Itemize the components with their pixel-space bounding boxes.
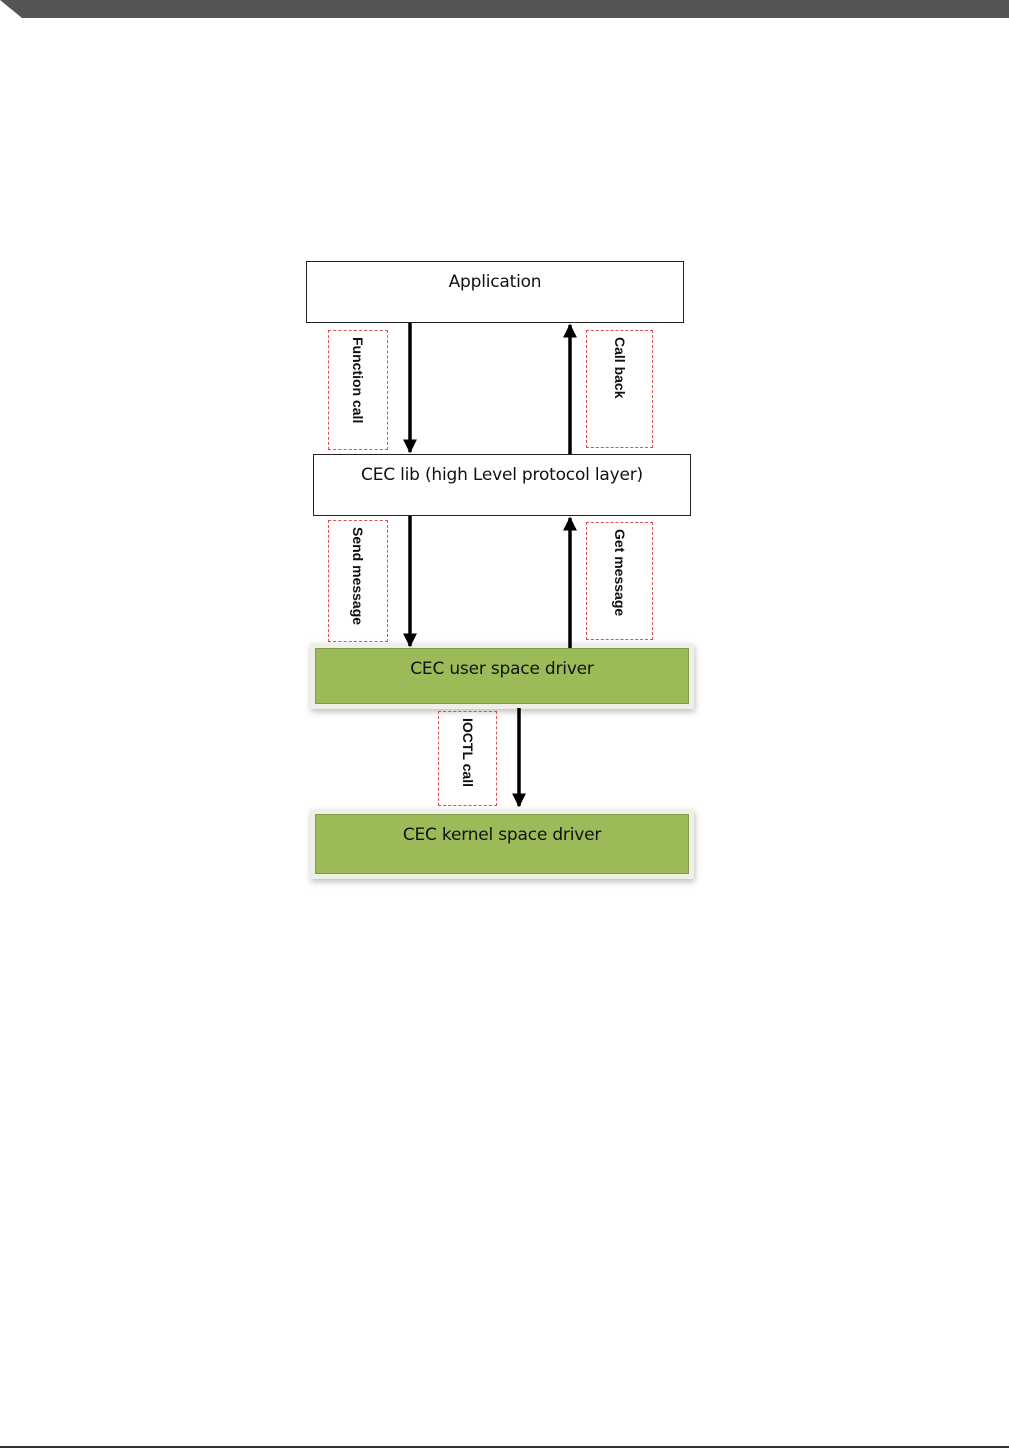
call-back-label: Call back [611, 337, 628, 399]
footer-rule [0, 1446, 1009, 1448]
send-message-label: Send message [350, 527, 366, 626]
cec-lib-label: CEC lib (high Level protocol layer) [361, 465, 643, 485]
cec-kernel-space-driver-label: CEC kernel space driver [402, 825, 602, 845]
get-message-label: Get message [611, 529, 628, 617]
function-call-label: Function call [350, 337, 366, 424]
cec-user-space-driver-label: CEC user space driver [410, 659, 594, 679]
ioctl-call-label: IOCTL call [459, 718, 476, 787]
application-label: Application [448, 272, 542, 292]
